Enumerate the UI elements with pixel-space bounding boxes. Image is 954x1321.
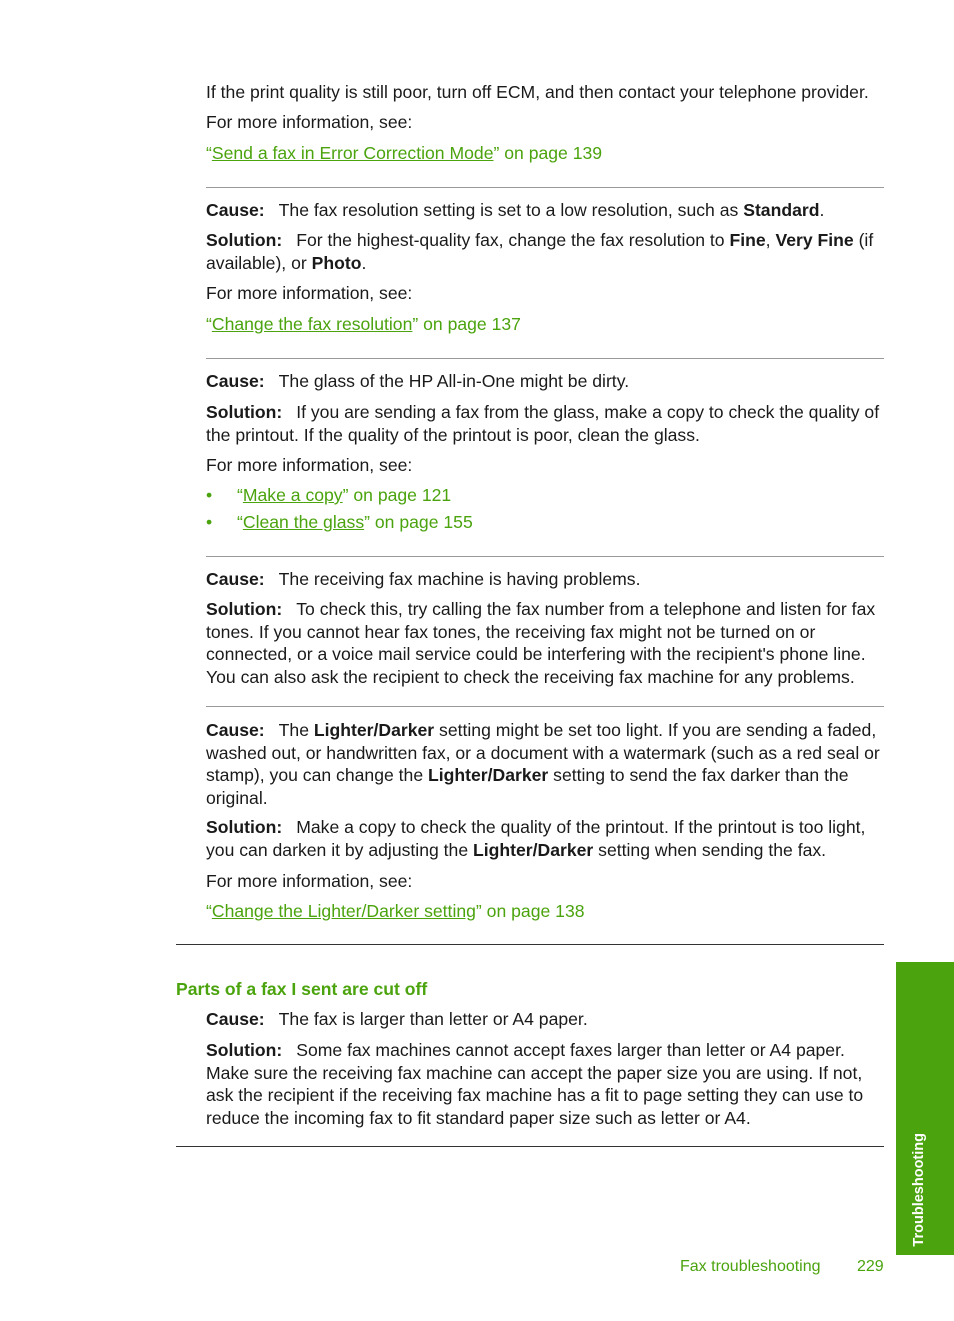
- solution-paragraph: Solution: Make a copy to check the quality of the printout. If the printout is too light, you can darken it by adjusting the Lighter/Darker setting when sending the fax.: [206, 817, 866, 860]
- link-clean-the-glass[interactable]: “Clean the glass” on page 155: [237, 512, 473, 532]
- ecm-paragraph: If the print quality is still poor, turn off ECM, and then contact your telephone provider.: [206, 82, 869, 102]
- section-divider: [176, 944, 884, 945]
- link-change-fax-resolution[interactable]: “Change the fax resolution” on page 137: [206, 314, 521, 334]
- link-make-a-copy[interactable]: “Make a copy” on page 121: [237, 485, 452, 505]
- divider: [206, 187, 884, 188]
- bullet-marker: •: [206, 485, 213, 505]
- solution-paragraph: Solution: To check this, try calling the fax number from a telephone and listen for fax tones. If you cannot hear fax tones, the receiving fax might not be turned on or connected, or a voice mail service could be interfering with the recipient's phone line. You can also ask the recipient to check the receiving fax machine for any problems.: [206, 599, 876, 687]
- more-info-text: For more information, see:: [206, 112, 413, 132]
- more-info-text: For more information, see:: [206, 283, 413, 303]
- cause-paragraph: Cause: The receiving fax machine is having problems.: [206, 569, 641, 589]
- solution-paragraph: Solution: If you are sending a fax from the glass, make a copy to check the quality of the printout. If the quality of the printout is poor, clean the glass.: [206, 402, 880, 445]
- divider: [206, 556, 884, 557]
- solution-paragraph: Solution: For the highest-quality fax, change the fax resolution to Fine, Very Fine (if available), or Photo.: [206, 230, 874, 273]
- cause-paragraph: Cause: The Lighter/Darker setting might be set too light. If you are sending a faded, washed out, or handwritten fax, or a document with a watermark (such as a red seal or stamp), you can change the Lighter/Darker setting to send the fax darker than the original.: [206, 720, 880, 808]
- solution-paragraph: Solution: Some fax machines cannot accept faxes larger than letter or A4 paper. Make sure the receiving fax machine can accept the paper size you are using. If not, ask the recipient if the receiving fax machine has a fit to page setting they can use to reduce the incoming fax to fit standard paper size such as letter or A4.: [206, 1040, 864, 1128]
- section-heading: Parts of a fax I sent are cut off: [176, 979, 428, 999]
- chapter-side-tab: [896, 962, 954, 1255]
- link-error-correction-mode[interactable]: “Send a fax in Error Correction Mode” on page 139: [206, 143, 603, 163]
- bullet-marker: •: [206, 512, 213, 532]
- footer-section-title: Fax troubleshooting: [680, 1258, 821, 1275]
- cause-paragraph: Cause: The fax resolution setting is set to a low resolution, such as Standard.: [206, 200, 825, 220]
- divider: [206, 358, 884, 359]
- more-info-text: For more information, see:: [206, 455, 413, 475]
- more-info-text: For more information, see:: [206, 871, 413, 891]
- cause-paragraph: Cause: The fax is larger than letter or A4 paper.: [206, 1009, 588, 1029]
- link-change-lighter-darker[interactable]: “Change the Lighter/Darker setting” on page 138: [206, 901, 585, 921]
- divider: [206, 706, 884, 707]
- page-number: 229: [857, 1258, 884, 1275]
- side-tab-label: Troubleshooting: [911, 1133, 927, 1247]
- cause-paragraph: Cause: The glass of the HP All-in-One might be dirty.: [206, 371, 630, 391]
- section-divider: [176, 1146, 884, 1147]
